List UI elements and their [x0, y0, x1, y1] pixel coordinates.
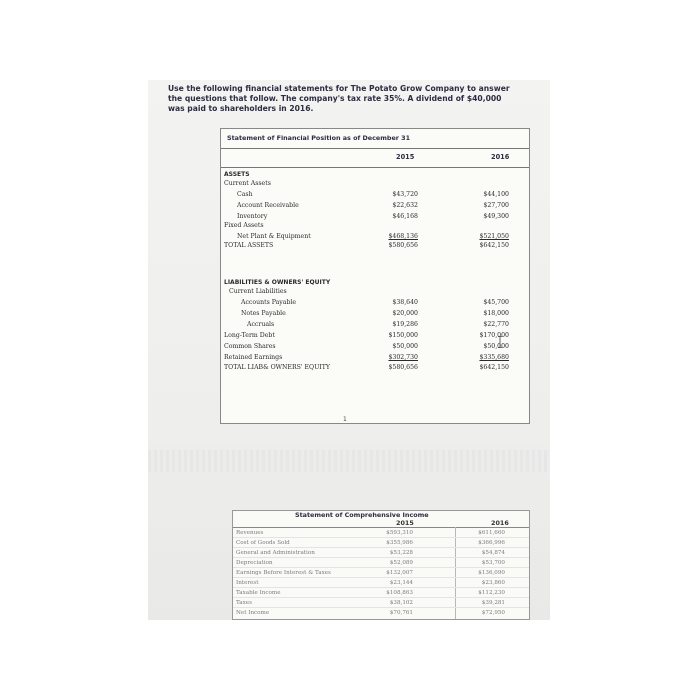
instructions-line-3: was paid to shareholders in 2016. [168, 104, 314, 113]
table-row [221, 342, 529, 351]
table-row [221, 190, 529, 199]
table-row [221, 287, 529, 296]
value-2015: $46,168 [392, 213, 418, 220]
value-2015: $108,863 [386, 590, 413, 596]
page-gap [148, 450, 550, 472]
row-label: Cash [237, 191, 253, 198]
row-label: Inventory [237, 213, 268, 220]
row-label: Taxable Income [236, 590, 281, 596]
table-row [221, 363, 529, 372]
table-row [233, 579, 529, 588]
value-2015: $580,656 [388, 242, 418, 249]
value-2016: $112,230 [478, 590, 505, 596]
value-2015: $43,720 [392, 191, 418, 198]
value-2016: $366,996 [478, 540, 505, 546]
table-row [221, 179, 529, 188]
year-2016-header: 2016 [491, 519, 509, 527]
row-label: Accruals [247, 321, 275, 328]
year-2015-header: 2015 [396, 153, 415, 161]
row-label: TOTAL LIAB& OWNERS' EQUITY [224, 364, 330, 371]
financial-position-title: Statement of Financial Position as of December 31 [227, 134, 411, 142]
row-label: Accounts Payable [241, 299, 297, 306]
row-label: Fixed Assets [224, 222, 264, 229]
row-label: Notes Payable [241, 310, 286, 317]
row-label: Long-Term Debt [224, 332, 275, 339]
value-2015: $593,310 [386, 530, 413, 536]
row-label: TOTAL ASSETS [224, 242, 274, 249]
value-2015: $23,144 [389, 580, 413, 586]
value-2015: $580,656 [388, 364, 418, 371]
value-2015: $50,000 [392, 343, 418, 350]
table-row [221, 309, 529, 318]
table-row [233, 599, 529, 608]
row-label: Revenues [236, 530, 264, 536]
row-label: Earnings Before Interest & Taxes [236, 570, 331, 576]
row-label: Account Receivable [237, 202, 299, 209]
value-2016: $50,000 [483, 343, 509, 350]
value-2016: $521,050 [479, 233, 509, 240]
value-2015: $53,228 [389, 550, 413, 556]
value-2015: $20,000 [392, 310, 418, 317]
value-2016: $335,680 [479, 354, 509, 361]
instructions-line-1: Use the following financial statements for The Potato Grow Company to answer [168, 84, 510, 93]
value-2015: $38,640 [392, 299, 418, 306]
table-row [221, 232, 529, 241]
table-row [233, 609, 529, 617]
value-2015: $150,000 [388, 332, 418, 339]
value-2015: $38,102 [389, 600, 413, 606]
value-2016: $18,000 [483, 310, 509, 317]
row-label: ASSETS [224, 171, 250, 178]
table-divider [221, 148, 529, 149]
row-label: Net Plant & Equipment [237, 233, 311, 240]
value-2016: $642,150 [479, 242, 509, 249]
row-label: LIABILITIES & OWNERS' EQUITY [224, 279, 331, 286]
value-2016: $53,700 [481, 560, 505, 566]
table-row [221, 170, 529, 179]
row-label: Common Shares [224, 343, 276, 350]
table-row [221, 241, 529, 250]
financial-position-body [221, 167, 529, 423]
value-2015: $52,089 [389, 560, 413, 566]
table-row [233, 569, 529, 578]
value-2016: $45,700 [483, 299, 509, 306]
table-row [233, 559, 529, 568]
table-row [233, 539, 529, 548]
value-2016: $49,300 [483, 213, 509, 220]
value-2016: $54,874 [481, 550, 505, 556]
value-2015: $132,007 [386, 570, 413, 576]
instructions [168, 84, 528, 114]
document-photo [148, 80, 550, 620]
year-2016-header: 2016 [491, 153, 510, 161]
row-label: Taxes [236, 600, 252, 606]
value-2015: $355,986 [386, 540, 413, 546]
value-2016: $611,660 [478, 530, 505, 536]
value-2015: $468,136 [388, 233, 418, 240]
table-row [221, 221, 529, 230]
page-number: 1 [343, 416, 347, 423]
table-row [221, 331, 529, 340]
value-2015: $19,286 [392, 321, 418, 328]
value-2015: $302,730 [388, 354, 418, 361]
table-row [221, 320, 529, 329]
row-label: Net Income [236, 610, 270, 616]
row-label: Depreciation [236, 560, 273, 566]
financial-position-table [220, 128, 530, 424]
row-label: Current Assets [224, 180, 271, 187]
value-2016: $22,770 [483, 321, 509, 328]
comprehensive-income-table [232, 510, 530, 620]
table-row [233, 529, 529, 538]
row-label: Cost of Goods Sold [236, 540, 290, 546]
text-cursor-icon [497, 336, 503, 348]
value-2016: $642,150 [479, 364, 509, 371]
table-row [221, 212, 529, 221]
table-row [233, 589, 529, 598]
row-label: General and Administration [236, 550, 315, 556]
table-row [221, 298, 529, 307]
value-2016: $23,860 [481, 580, 505, 586]
value-2015: $70,761 [389, 610, 413, 616]
value-2016: $44,100 [483, 191, 509, 198]
row-label: Retained Earnings [224, 354, 283, 361]
instructions-line-2: the questions that follow. The company's tax rate 35%. A dividend of $40,000 [168, 94, 502, 103]
value-2016: $170,000 [479, 332, 509, 339]
value-2016: $27,700 [483, 202, 509, 209]
row-label: Interest [236, 580, 259, 586]
value-2015: $22,632 [392, 202, 418, 209]
row-label: Current Liabilities [229, 288, 287, 295]
year-2015-header: 2015 [396, 519, 414, 527]
table-divider [233, 527, 529, 528]
table-row [233, 549, 529, 558]
comprehensive-income-title: Statement of Comprehensive Income [295, 511, 429, 519]
value-2016: $72,950 [481, 610, 505, 616]
value-2016: $39,281 [481, 600, 505, 606]
table-row [221, 278, 529, 287]
value-2016: $136,090 [478, 570, 505, 576]
table-row [221, 353, 529, 362]
table-row [221, 201, 529, 210]
